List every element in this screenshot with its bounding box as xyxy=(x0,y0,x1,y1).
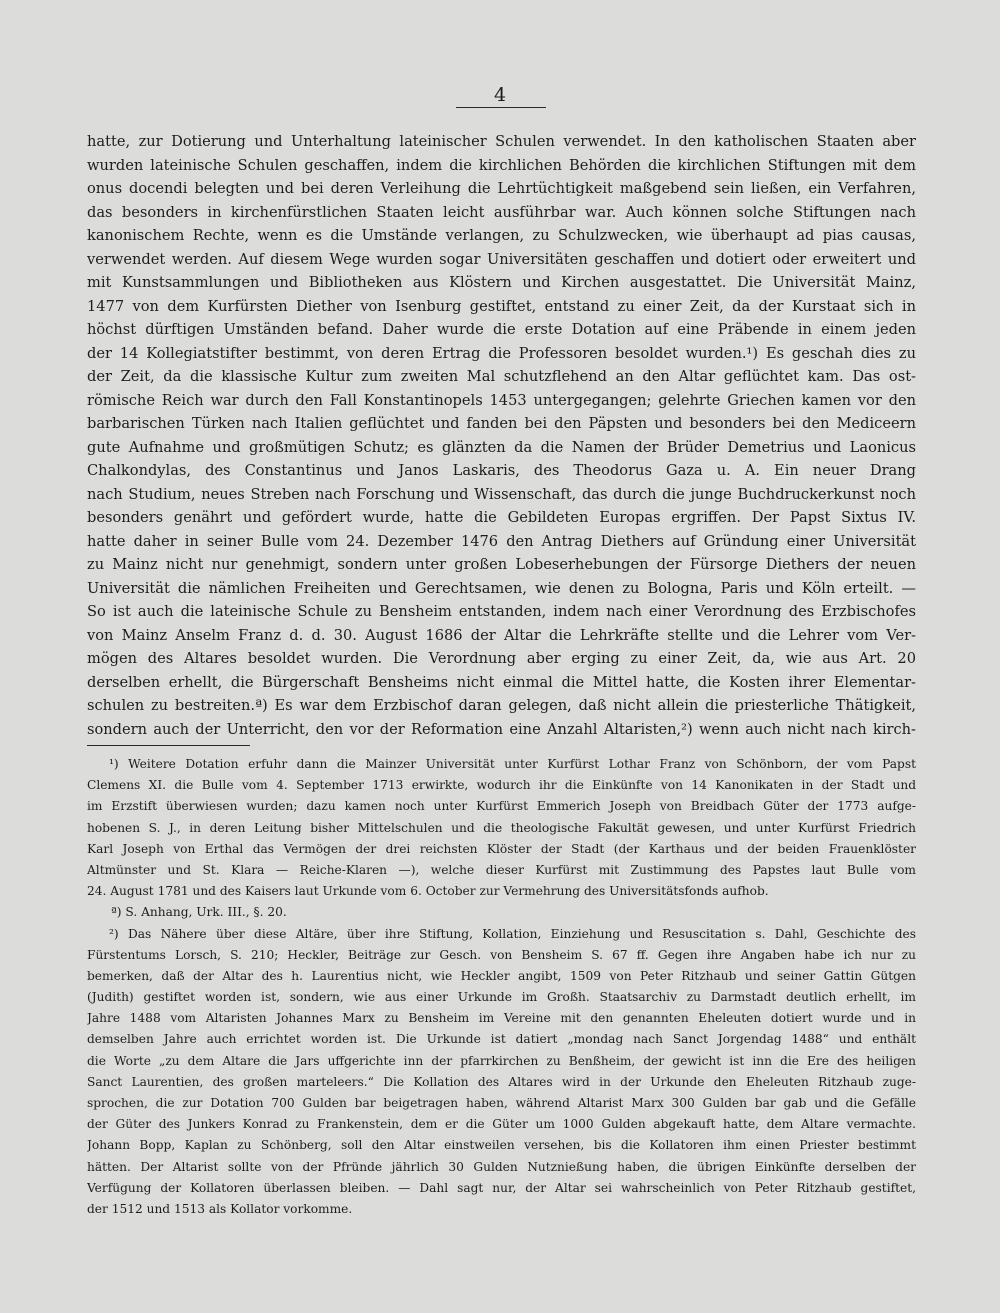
footnote-line: Altmünster und St. Klara — Reiche-Klaren —), welche dieser Kurfürst mit Zustimmung des Papstes laut Bulle vom xyxy=(87,862,916,877)
body-line: verwendet werden. Auf diesem Wege wurden sogar Universitäten geschaffen und dotiert oder erweitert und xyxy=(87,250,916,268)
body-line: mögen des Altares besoldet wurden. Die Verordnung aber erging zu einer Zeit, da, wie aus Art. 20 xyxy=(87,650,916,667)
footnote-line: bemerken, daß der Altar des h. Laurentius nicht, wie Heckler angibt, 1509 von Peter Ritzhaub und seiner Gattin Gütgen xyxy=(87,968,916,983)
footnote-line: demselben Jahre auch errichtet worden ist. Die Urkunde ist datiert „mondag nach Sanct Jorgendag 1488“ und enthält xyxy=(87,1032,916,1047)
footnote-line: Sanct Laurentien, des großen marteleers.“ Die Kollation des Altares wird in der Urkunde den Eheleuten Ritzhaub zuge- xyxy=(87,1074,916,1089)
footnote-line: die Worte „zu dem Altare die Jars uffgerichte inn der pfarrkirchen zu Benßheim, der gewicht ist inn die Ere des heiligen xyxy=(87,1053,916,1068)
footnote-line: Clemens XI. die Bulle vom 4. September 1713 erwirkte, wodurch ihr die Einkünfte von 14 Kanonikaten in der Stadt und xyxy=(87,778,916,793)
body-line: kanonischem Rechte, wenn es die Umstände verlangen, zu Schulzwecken, wie überhaupt ad pias causas, xyxy=(87,227,916,244)
footnote-line: Jahre 1488 vom Altaristen Johannes Marx zu Bensheim im Vereine mit den genannten Eheleuten dotiert wurde und in xyxy=(87,1011,916,1026)
body-line: wurden lateinische Schulen geschaffen, indem die kirchlichen Behörden die kirchlichen Stiftungen mit dem xyxy=(87,156,916,174)
header-rule xyxy=(456,107,546,108)
body-line: 1477 von dem Kurfürsten Diether von Isenburg gestiftet, entstand zu einer Zeit, da der Kurstaat sich in xyxy=(87,297,916,315)
footnote-rule xyxy=(87,745,250,746)
footnote-line: ª) S. Anhang, Urk. III., §. 20. xyxy=(111,905,287,920)
footnote-line: im Erzstift überwiesen wurden; dazu kamen noch unter Kurfürst Emmerich Joseph von Breidbach Güter der 1773 aufge- xyxy=(87,799,916,814)
body-line: zu Mainz nicht nur genehmigt, sondern unter großen Lobeserhebungen der Fürsorge Diethers der neuen xyxy=(87,556,916,573)
body-line: Chalkondylas, des Constantinus und Janos Laskaris, des Theodorus Gaza u. A. Ein neuer Drang xyxy=(87,462,916,479)
footnote-line: der Güter des Junkers Konrad zu Frankenstein, dem er die Güter um 1000 Gulden abgekauft hatte, dem Altare vermachte. xyxy=(87,1117,916,1132)
footnote-line: Johann Bopp, Kaplan zu Schönberg, soll den Altar einstweilen versehen, bis die Kollatoren ihm einen Priester bestimmt xyxy=(87,1138,916,1153)
footnote-line: sprochen, die zur Dotation 700 Gulden bar beigetragen haben, während Altarist Marx 300 Gulden bar gab und die Gefälle xyxy=(87,1096,916,1110)
footnote-line: Fürstentums Lorsch, S. 210; Heckler, Beiträge zur Gesch. von Bensheim S. 67 ff. Gegen ihre Angaben habe ich nur zu xyxy=(87,947,916,962)
page-number: 4 xyxy=(493,84,507,106)
footnote-line: hobenen S. J., in deren Leitung bisher Mittelschulen und die theologische Fakultät gewesen, und unter Kurfürst Friedrich xyxy=(87,820,916,835)
body-line: mit Kunstsammlungen und Bibliotheken aus Klöstern und Kirchen ausgestattet. Die Universität Mainz, xyxy=(87,274,916,291)
body-line: der Zeit, da die klassische Kultur zum zweiten Mal schutzflehend an den Altar geflüchtet kam. Das ost- xyxy=(87,368,916,385)
body-line: höchst dürftigen Umständen befand. Daher wurde die erste Dotation auf eine Präbende in einem jeden xyxy=(87,321,916,338)
footnote-line: Verfügung der Kollatoren überlassen bleiben. — Dahl sagt nur, der Altar sei wahrscheinlich von Peter Ritzhaub gestiftet, xyxy=(87,1180,916,1195)
body-line: das besonders in kirchenfürstlichen Staaten leicht ausführbar war. Auch können solche Stiftungen nach xyxy=(87,203,916,221)
footnotes xyxy=(87,754,916,1220)
footnote-line: der 1512 und 1513 als Kollator vorkomme. xyxy=(87,1201,353,1216)
body-line: der 14 Kollegiatstifter bestimmt, von deren Ertrag die Professoren besoldet wurden.¹) Es geschah dies zu xyxy=(87,344,916,362)
body-line: sondern auch der Unterricht, den vor der Reformation eine Anzahl Altaristen,²) wenn auch nicht nach kirch- xyxy=(87,720,916,738)
body-line: besonders genährt und gefördert wurde, hatte die Gebildeten Europas ergriffen. Der Papst Sixtus IV. xyxy=(87,509,916,526)
body-line: derselben erhellt, die Bürgerschaft Bensheims nicht einmal die Mittel hatte, die Kosten ihrer Elementar- xyxy=(87,673,916,691)
body-line: von Mainz Anselm Franz d. d. 30. August 1686 der Altar die Lehrkräfte stellte und die Lehrer vom Ver- xyxy=(87,626,916,644)
footnote-line: hätten. Der Altarist sollte von der Pfründe jährlich 30 Gulden Nutznießung haben, die übrigen Einkünfte derselben der xyxy=(87,1159,916,1174)
footnote-line: ¹) Weitere Dotation erfuhr dann die Mainzer Universität unter Kurfürst Lothar Franz von Schönborn, der vom Papst xyxy=(109,757,916,771)
body-line: onus docendi belegten und bei deren Verleihung die Lehrtüchtigkeit maßgebend sein ließen, ein Verfahren, xyxy=(87,180,916,197)
body-line: hatte daher in seiner Bulle vom 24. Dezember 1476 den Antrag Diethers auf Gründung einer Universität xyxy=(87,532,916,550)
body-text xyxy=(87,130,916,741)
body-line: nach Studium, neues Streben nach Forschung und Wissenschaft, das durch die junge Buchdruckerkunst noch xyxy=(87,485,916,503)
body-line: schulen zu bestreiten.ª) Es war dem Erzbischof daran gelegen, daß nicht allein die priesterliche Thätigkeit, xyxy=(87,697,916,714)
body-line: hatte, zur Dotierung und Unterhaltung lateinischer Schulen verwendet. In den katholischen Staaten aber xyxy=(87,133,916,150)
body-line: So ist auch die lateinische Schule zu Bensheim entstanden, indem nach einer Verordnung des Erzbischofes xyxy=(87,603,916,620)
footnote-line: ²) Das Nähere über diese Altäre, über ihre Stiftung, Kollation, Einziehung und Resuscitation s. Dahl, Geschichte des xyxy=(109,926,916,941)
footnote-line: 24. August 1781 und des Kaisers laut Urkunde vom 6. October zur Vermehrung des Universitätsfonds aufhob. xyxy=(87,884,769,899)
body-line: gute Aufnahme und großmütigen Schutz; es glänzten da die Namen der Brüder Demetrius und Laonicus xyxy=(87,438,916,456)
body-line: römische Reich war durch den Fall Konstantinopels 1453 untergegangen; gelehrte Griechen kamen vor den xyxy=(87,391,916,409)
footnote-line: Karl Joseph von Erthal das Vermögen der drei reichsten Klöster der Stadt (der Karthaus und der beiden Frauenklöster xyxy=(87,841,916,856)
footnote-line: (Judith) gestiftet worden ist, sondern, wie aus einer Urkunde im Großh. Staatsarchiv zu Darmstadt deutlich erhellt, im xyxy=(87,990,916,1005)
body-line: barbarischen Türken nach Italien geflüchtet und fanden bei den Päpsten und besonders bei den Mediceern xyxy=(87,415,916,432)
body-line: Universität die nämlichen Freiheiten und Gerechtsamen, wie denen zu Bologna, Paris und Köln erteilt. — xyxy=(87,579,916,597)
